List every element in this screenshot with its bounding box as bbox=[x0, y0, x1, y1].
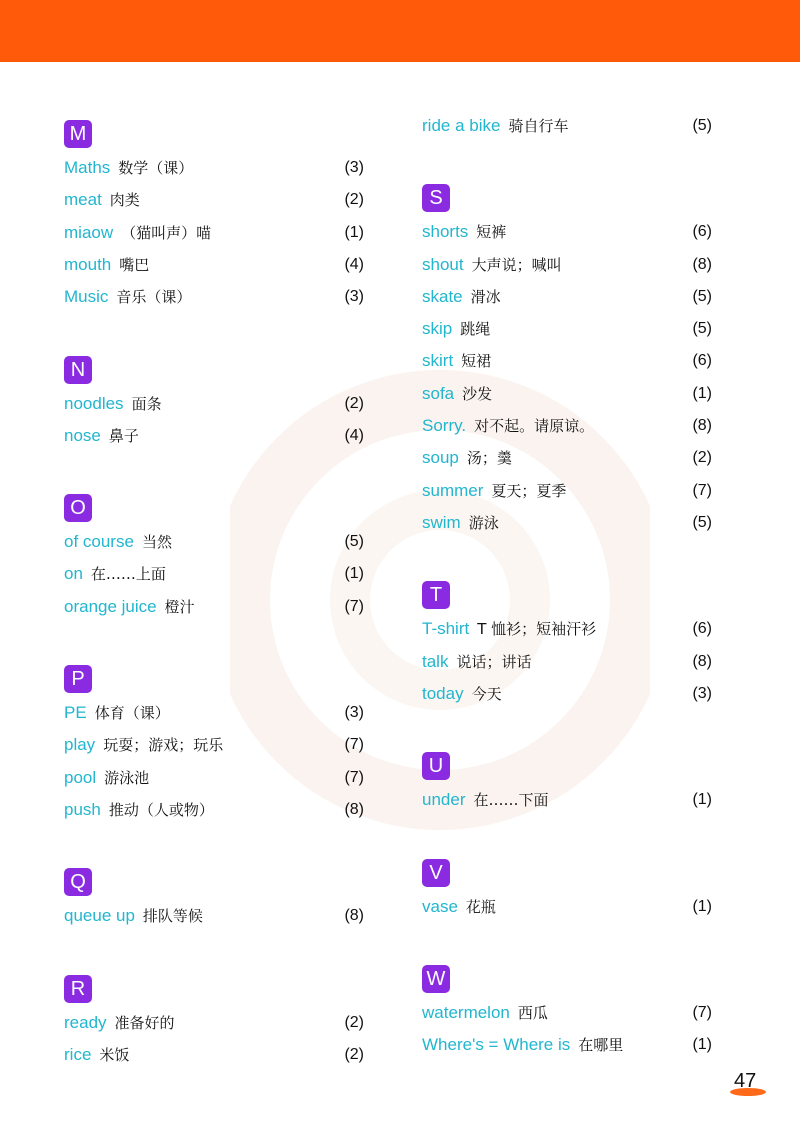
english-word: pool bbox=[64, 767, 97, 787]
chinese-meaning: 肉类 bbox=[109, 191, 140, 210]
unit-number: (3) bbox=[344, 159, 364, 176]
letter-badge: O bbox=[64, 494, 92, 522]
unit-number: (8) bbox=[692, 255, 712, 273]
vocab-entry bbox=[64, 593, 364, 621]
vocab-entry bbox=[422, 251, 712, 279]
chinese-meaning: 体育（课） bbox=[94, 704, 170, 722]
vocab-entry bbox=[422, 283, 712, 311]
vocab-entry bbox=[64, 731, 364, 759]
vocab-entry bbox=[64, 154, 364, 182]
chinese-meaning: 在哪里 bbox=[578, 1036, 624, 1055]
unit-number: (1) bbox=[344, 565, 364, 583]
unit-number: (5) bbox=[692, 117, 712, 134]
chinese-meaning: 游泳 bbox=[468, 513, 499, 532]
unit-number: (6) bbox=[692, 352, 712, 370]
vocab-entry bbox=[64, 902, 364, 930]
unit-number: (4) bbox=[344, 426, 364, 444]
english-word: miaow bbox=[64, 222, 114, 242]
chinese-meaning: 短裙 bbox=[461, 352, 492, 371]
chinese-meaning: 在……上面 bbox=[90, 565, 166, 584]
english-word: skip bbox=[422, 319, 453, 339]
unit-number: (8) bbox=[344, 907, 364, 925]
letter-badge: Q bbox=[64, 868, 92, 896]
unit-number: (7) bbox=[344, 597, 364, 615]
vocab-entry bbox=[422, 1031, 712, 1059]
letter-badge: V bbox=[422, 859, 450, 887]
chinese-meaning: 对不起。请原谅。 bbox=[474, 417, 595, 436]
vocab-entry bbox=[64, 283, 364, 311]
chinese-meaning: 音乐（课） bbox=[116, 288, 192, 307]
vocab-entry bbox=[422, 444, 712, 472]
english-word: skate bbox=[422, 286, 463, 306]
unit-number: (1) bbox=[344, 223, 364, 241]
vocab-entry bbox=[422, 786, 712, 814]
english-word: nose bbox=[64, 425, 101, 445]
unit-number: (2) bbox=[692, 449, 712, 467]
unit-number: (2) bbox=[344, 191, 364, 209]
english-word: skirt bbox=[422, 351, 454, 371]
unit-number: (7) bbox=[344, 768, 364, 786]
chinese-meaning: 准备好的 bbox=[114, 1013, 175, 1032]
letter-badge: P bbox=[64, 665, 92, 693]
letter-badge: T bbox=[422, 581, 450, 609]
vocab-entry bbox=[64, 251, 364, 279]
vocab-entry bbox=[64, 560, 364, 588]
english-word: T-shirt bbox=[422, 619, 470, 639]
chinese-meaning: 鼻子 bbox=[108, 426, 139, 445]
vocab-entry bbox=[64, 390, 364, 418]
chinese-meaning: 推动（人或物） bbox=[108, 800, 214, 819]
unit-number: (5) bbox=[692, 513, 712, 531]
letter-badge: M bbox=[64, 120, 92, 148]
chinese-meaning: 沙发 bbox=[462, 384, 493, 403]
english-word: ready bbox=[64, 1012, 107, 1032]
unit-number: (8) bbox=[692, 652, 712, 670]
letter-badge: W bbox=[422, 965, 450, 993]
english-word: of course bbox=[64, 532, 134, 552]
unit-number: (2) bbox=[344, 394, 364, 412]
unit-number: (6) bbox=[692, 223, 712, 241]
chinese-meaning: 说话；讲话 bbox=[456, 652, 532, 671]
chinese-meaning: 短裤 bbox=[476, 223, 507, 242]
chinese-meaning: 花瓶 bbox=[465, 897, 496, 916]
unit-number: (8) bbox=[344, 800, 364, 818]
unit-number: (2) bbox=[344, 1045, 364, 1063]
chinese-meaning: 面条 bbox=[131, 394, 162, 413]
vocab-entry bbox=[64, 1041, 364, 1069]
english-word: today bbox=[422, 683, 464, 703]
vocab-entry bbox=[422, 380, 712, 408]
english-word: orange juice bbox=[64, 596, 157, 616]
english-word: Music bbox=[64, 287, 109, 307]
unit-number: (5) bbox=[692, 287, 712, 305]
unit-number: (7) bbox=[344, 736, 364, 754]
chinese-meaning: 跳绳 bbox=[460, 320, 491, 339]
letter-badge: N bbox=[64, 356, 92, 384]
chinese-meaning: 今天 bbox=[471, 684, 502, 703]
vocab-entry bbox=[64, 219, 364, 247]
vocab-entry bbox=[64, 699, 364, 727]
chinese-meaning: 嘴巴 bbox=[119, 255, 150, 274]
unit-number: (1) bbox=[692, 791, 712, 809]
vocab-entry bbox=[422, 680, 712, 708]
chinese-meaning: 排队等候 bbox=[142, 907, 203, 926]
chinese-meaning: 米饭 bbox=[99, 1045, 130, 1064]
english-word: soup bbox=[422, 448, 459, 468]
unit-number: (1) bbox=[692, 897, 712, 915]
english-word: vase bbox=[422, 896, 458, 916]
vocab-entry bbox=[64, 528, 364, 556]
english-word: Maths bbox=[64, 158, 111, 177]
vocab-entry bbox=[422, 893, 712, 921]
vocab-entry bbox=[422, 218, 712, 246]
page-number: 47 bbox=[734, 1070, 757, 1092]
unit-number: (4) bbox=[344, 255, 364, 273]
english-word: Where's = Where is bbox=[422, 1035, 571, 1055]
english-word: PE bbox=[64, 703, 87, 722]
vocab-entry bbox=[422, 615, 712, 643]
chinese-meaning: 游泳池 bbox=[104, 768, 150, 787]
english-word: noodles bbox=[64, 393, 124, 413]
vocab-entry bbox=[422, 347, 712, 375]
unit-number: (6) bbox=[692, 620, 712, 638]
vocab-entry bbox=[422, 509, 712, 537]
english-word: shout bbox=[422, 254, 464, 274]
english-word: talk bbox=[422, 651, 449, 671]
vocab-entry bbox=[422, 315, 712, 343]
english-word: shorts bbox=[422, 222, 469, 242]
chinese-meaning: 西瓜 bbox=[517, 1003, 548, 1022]
unit-number: (5) bbox=[344, 533, 364, 551]
vocab-entry bbox=[422, 477, 712, 505]
unit-number: (7) bbox=[692, 481, 712, 499]
english-word: Sorry. bbox=[422, 416, 467, 436]
top-header-band bbox=[0, 0, 800, 62]
chinese-meaning: 大声说；喊叫 bbox=[471, 255, 562, 274]
chinese-meaning: 在……下面 bbox=[473, 791, 549, 810]
english-word: push bbox=[64, 799, 101, 819]
english-word: on bbox=[64, 564, 83, 584]
chinese-meaning: （猫叫声）喵 bbox=[121, 223, 212, 242]
chinese-meaning: 骑自行车 bbox=[508, 117, 569, 135]
vocab-entry bbox=[64, 1009, 364, 1037]
english-word: watermelon bbox=[422, 1002, 510, 1022]
unit-number: (7) bbox=[692, 1003, 712, 1021]
english-word: ride a bike bbox=[422, 116, 501, 135]
vocab-entry bbox=[64, 764, 364, 792]
english-word: under bbox=[422, 790, 466, 810]
chinese-meaning: 夏天；夏季 bbox=[491, 481, 567, 500]
english-word: queue up bbox=[64, 906, 135, 926]
letter-badge: U bbox=[422, 752, 450, 780]
vocab-entry bbox=[422, 412, 712, 440]
english-word: play bbox=[64, 735, 96, 755]
letter-badge: R bbox=[64, 975, 92, 1003]
chinese-meaning: 数学（课） bbox=[118, 159, 194, 177]
chinese-meaning: 玩耍；游戏；玩乐 bbox=[103, 736, 224, 755]
english-word: sofa bbox=[422, 383, 455, 403]
torn-edge bbox=[0, 40, 800, 70]
unit-number: (8) bbox=[692, 417, 712, 435]
vocab-entry bbox=[64, 186, 364, 214]
unit-number: (5) bbox=[692, 320, 712, 338]
vocab-entry bbox=[422, 112, 712, 140]
english-word: rice bbox=[64, 1044, 92, 1064]
english-word: swim bbox=[422, 512, 461, 532]
vocab-entry bbox=[64, 422, 364, 450]
english-word: meat bbox=[64, 190, 102, 210]
unit-number: (2) bbox=[344, 1013, 364, 1031]
letter-badge: S bbox=[422, 184, 450, 212]
unit-number: (3) bbox=[692, 684, 712, 702]
chinese-meaning: 当然 bbox=[141, 533, 172, 552]
chinese-meaning: T 恤衫；短袖汗衫 bbox=[477, 620, 597, 639]
unit-number: (1) bbox=[692, 384, 712, 402]
chinese-meaning: 滑冰 bbox=[470, 287, 501, 306]
english-word: summer bbox=[422, 480, 484, 500]
unit-number: (3) bbox=[344, 288, 364, 306]
unit-number: (1) bbox=[692, 1036, 712, 1054]
english-word: mouth bbox=[64, 254, 112, 274]
vocab-entry bbox=[422, 648, 712, 676]
vocab-entry bbox=[422, 999, 712, 1027]
unit-number: (3) bbox=[344, 704, 364, 721]
chinese-meaning: 汤；羹 bbox=[466, 449, 512, 468]
vocab-entry bbox=[64, 796, 364, 824]
chinese-meaning: 橙汁 bbox=[164, 597, 195, 616]
